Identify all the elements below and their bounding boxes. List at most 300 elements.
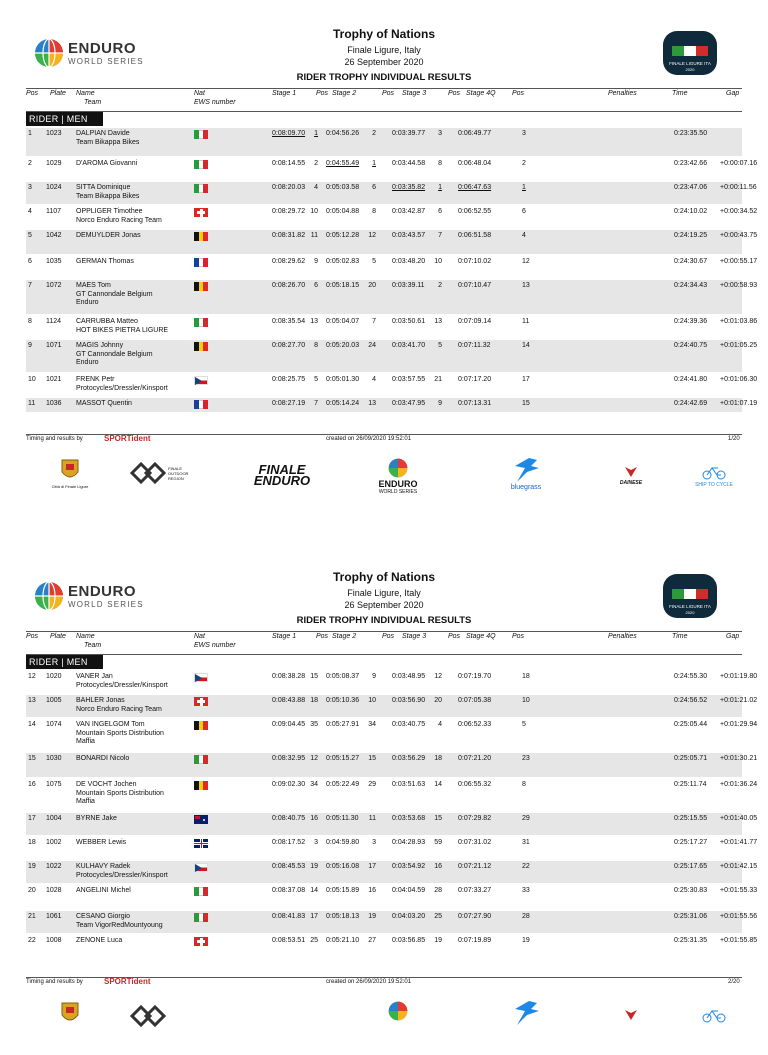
page-header xyxy=(0,0,768,90)
cell-stage4-pos: 10 xyxy=(522,697,530,704)
col-stage1: Stage 1 xyxy=(272,90,297,97)
col-stage2: Stage 2 xyxy=(332,633,357,640)
cell-stage1-pos: 1 xyxy=(314,130,318,137)
col-ews: EWS number xyxy=(194,99,236,106)
event-date: 26 September 2020 xyxy=(344,600,424,610)
cell-stage3-time: 0:03:40.75 xyxy=(392,721,426,728)
cell-stage3-time: 0:04:28.93 xyxy=(392,839,426,846)
cell-pos: 5 xyxy=(28,232,32,239)
logo-main-text: ENDURO xyxy=(68,40,137,57)
cell-stage4-time: 0:07:27.90 xyxy=(458,913,492,920)
col-stage4: Stage 4Q xyxy=(466,90,496,97)
cell-stage3-pos: 4 xyxy=(438,721,442,728)
cell-stage1-time: 0:08:20.03 xyxy=(272,184,306,191)
cell-stage3-time: 0:03:47.95 xyxy=(392,400,426,407)
cell-team: Enduro xyxy=(76,359,99,366)
col-nat: Nat xyxy=(194,633,205,640)
cell-total-time: 0:25:11.74 xyxy=(674,781,707,788)
cell-stage4-time: 0:07:21.20 xyxy=(458,755,492,762)
flag-cz-icon xyxy=(194,863,208,872)
outdoor-region-icon xyxy=(128,460,168,486)
cell-stage1-pos: 16 xyxy=(310,815,318,822)
cell-stage4-pos: 23 xyxy=(522,755,530,762)
cell-stage1-time: 0:08:29.72 xyxy=(272,208,306,215)
table-row xyxy=(26,861,758,883)
cell-stage3-time: 0:03:44.58 xyxy=(392,160,426,167)
cell-total-time: 0:24:10.02 xyxy=(674,208,708,215)
cell-stage3-time: 0:03:57.55 xyxy=(392,376,426,383)
cell-total-time: 0:24:41.80 xyxy=(674,376,708,383)
cell-rider-name: DEMUYLDER Jonas xyxy=(76,232,141,239)
ews-sponsor-logo xyxy=(368,1001,428,1023)
cell-plate: 1023 xyxy=(46,130,62,137)
sponsor-1-text: Città di Finale Ligure xyxy=(51,484,89,489)
cell-gap: +0:00:34.52 xyxy=(720,208,758,215)
cell-pos: 9 xyxy=(28,342,32,349)
flag-it-icon xyxy=(194,160,208,169)
cell-stage4-pos: 13 xyxy=(522,282,530,289)
cell-stage3-time: 0:03:48.95 xyxy=(392,673,426,680)
cell-stage3-time: 0:03:56.29 xyxy=(392,755,426,762)
cell-rider-name: CARRUBBA Matteo xyxy=(76,318,138,325)
cell-stage1-time: 0:08:45.53 xyxy=(272,863,306,870)
cell-stage4-pos: 15 xyxy=(522,400,530,407)
flag-be-icon xyxy=(194,282,208,291)
cell-stage4-pos: 14 xyxy=(522,342,530,349)
cell-total-time: 0:24:19.25 xyxy=(674,232,708,239)
cell-stage4-time: 0:07:13.31 xyxy=(458,400,492,407)
cell-gap: +0:01:40.05 xyxy=(720,815,758,822)
bicycle-icon xyxy=(702,1009,726,1023)
cell-stage4-time: 0:07:05.38 xyxy=(458,697,492,704)
cell-stage4-time: 0:07:09.14 xyxy=(458,318,492,325)
table-row xyxy=(26,885,758,909)
cell-stage1-pos: 13 xyxy=(310,318,318,325)
flag-be-icon xyxy=(194,721,208,730)
col-team: Team xyxy=(84,99,102,106)
cell-pos: 8 xyxy=(28,318,32,325)
cell-stage3-pos: 19 xyxy=(434,937,442,944)
col-pos: Pos xyxy=(26,633,39,640)
col-pos1: Pos xyxy=(316,90,329,97)
cell-stage4-pos: 11 xyxy=(522,318,530,325)
flag-be-icon xyxy=(194,342,208,351)
table-row xyxy=(26,779,758,811)
cell-pos: 1 xyxy=(28,130,32,137)
cell-stage2-time: 0:05:08.37 xyxy=(326,673,360,680)
cell-pos: 7 xyxy=(28,282,32,289)
flag-cz-icon xyxy=(194,376,208,385)
cell-stage2-time: 0:05:20.03 xyxy=(326,342,360,349)
cell-pos: 20 xyxy=(28,887,36,894)
cell-stage3-time: 0:03:43.57 xyxy=(392,232,426,239)
cell-rider-name: VANER Jan xyxy=(76,673,113,680)
cell-stage2-time: 0:05:22.49 xyxy=(326,781,360,788)
cell-total-time: 0:25:31.35 xyxy=(674,937,708,944)
cell-stage4-pos: 22 xyxy=(522,863,530,870)
cell-team: Team VigorRedMountyoung xyxy=(76,922,163,929)
dainese-logo xyxy=(606,1009,656,1023)
cell-stage4-time: 0:07:19.70 xyxy=(458,673,492,680)
cell-stage1-time: 0:08:38.28 xyxy=(272,673,306,680)
flag-ch-icon xyxy=(194,697,208,706)
cell-plate: 1028 xyxy=(46,887,62,894)
dainese-devil-icon xyxy=(624,1009,638,1021)
logo-main-text: ENDURO xyxy=(68,583,137,600)
sportident-logo: SPORTident xyxy=(104,977,151,986)
cell-rider-name: BONARDI Nicolo xyxy=(76,755,130,762)
col-pos1: Pos xyxy=(316,633,329,640)
cell-stage2-time: 0:05:16.08 xyxy=(326,863,360,870)
page-footer xyxy=(26,977,742,988)
cell-stage2-pos: 7 xyxy=(372,318,376,325)
cell-gap: +0:01:42.15 xyxy=(720,863,758,870)
col-name: Name xyxy=(76,90,95,97)
cell-stage2-time: 0:05:02.83 xyxy=(326,258,360,265)
col-ews: EWS number xyxy=(194,642,236,649)
cell-gap: +0:00:07.16 xyxy=(720,160,758,167)
sportident-logo: SPORTident xyxy=(104,434,151,443)
table-row xyxy=(26,256,758,278)
cell-plate: 1008 xyxy=(46,937,62,944)
cell-pos: 4 xyxy=(28,208,32,215)
cell-stage2-pos: 5 xyxy=(372,258,376,265)
sponsor-6-text: DAINESE xyxy=(619,480,643,486)
cell-stage1-time: 0:08:43.88 xyxy=(272,697,306,704)
cell-plate: 1022 xyxy=(46,863,62,870)
cell-stage2-time: 0:05:01.30 xyxy=(326,376,360,383)
cell-stage4-time: 0:07:11.32 xyxy=(458,342,491,349)
cell-stage3-time: 0:04:03.20 xyxy=(392,913,426,920)
table-row xyxy=(26,935,758,949)
col-pos3: Pos xyxy=(448,90,461,97)
cell-gap: +0:00:58.93 xyxy=(720,282,758,289)
cell-gap: +0:01:55.56 xyxy=(720,913,758,920)
cell-stage2-time: 0:05:18.13 xyxy=(326,913,360,920)
table-row xyxy=(26,128,742,156)
col-pos3: Pos xyxy=(448,633,461,640)
finale-outdoor-logo xyxy=(128,1003,168,1031)
table-row xyxy=(26,398,758,412)
cell-stage3-pos: 3 xyxy=(438,130,442,137)
finale-ligure-crest xyxy=(50,458,90,489)
event-title: Trophy of Nations xyxy=(333,570,435,584)
cell-stage4-pos: 28 xyxy=(522,913,530,920)
cell-rider-name: BAHLER Jonas xyxy=(76,697,125,704)
cell-team: HOT BIKES PIETRA LIGURE xyxy=(76,327,169,334)
cell-stage2-time: 0:04:56.26 xyxy=(326,130,360,137)
cell-stage1-pos: 5 xyxy=(314,376,318,383)
cell-stage1-pos: 15 xyxy=(310,673,318,680)
col-team: Team xyxy=(84,642,102,649)
cell-stage4-time: 0:07:29.82 xyxy=(458,815,492,822)
cell-stage2-time: 0:05:21.10 xyxy=(326,937,360,944)
cell-stage2-pos: 15 xyxy=(368,755,376,762)
cell-stage4-pos: 3 xyxy=(522,130,526,137)
col-plate: Plate xyxy=(50,633,66,640)
cell-pos: 3 xyxy=(28,184,32,191)
created-timestamp: created on 26/09/2020 19:52:01 xyxy=(326,979,412,985)
col-time: Time xyxy=(672,90,688,97)
cell-team: Maffia xyxy=(76,798,95,805)
finale-enduro-logo xyxy=(252,464,312,486)
dainese-devil-icon xyxy=(624,466,638,478)
cell-total-time: 0:23:47.06 xyxy=(674,184,708,191)
cell-stage4-time: 0:06:47.63 xyxy=(458,184,492,191)
cell-stage2-pos: 13 xyxy=(368,400,376,407)
bicycle-icon xyxy=(702,466,726,480)
badge-year: 2020 xyxy=(685,67,695,72)
cell-plate: 1024 xyxy=(46,184,62,191)
badge-year: 2020 xyxy=(685,610,695,615)
trophy-badge-logo xyxy=(662,573,718,619)
cell-stage3-pos: 18 xyxy=(434,755,442,762)
cell-stage4-time: 0:06:52.55 xyxy=(458,208,492,215)
cell-stage4-time: 0:07:21.12 xyxy=(458,863,492,870)
cell-stage2-pos: 9 xyxy=(372,673,376,680)
cell-stage3-time: 0:03:54.92 xyxy=(392,863,426,870)
cell-total-time: 0:24:30.67 xyxy=(674,258,708,265)
flag-it-icon xyxy=(194,130,208,139)
cell-plate: 1071 xyxy=(46,342,62,349)
cell-total-time: 0:24:40.75 xyxy=(674,342,708,349)
cell-gap: +0:01:03.86 xyxy=(720,318,758,325)
bluegrass-logo xyxy=(494,456,558,491)
cell-stage1-time: 0:08:35.54 xyxy=(272,318,306,325)
cell-stage4-time: 0:06:52.33 xyxy=(458,721,492,728)
page-footer xyxy=(26,434,742,445)
cell-total-time: 0:25:30.83 xyxy=(674,887,708,894)
table-row xyxy=(26,671,758,693)
cell-stage3-time: 0:03:51.63 xyxy=(392,781,426,788)
event-date: 26 September 2020 xyxy=(344,57,424,67)
cell-stage1-pos: 7 xyxy=(314,400,318,407)
cell-stage2-pos: 6 xyxy=(372,184,376,191)
cell-pos: 18 xyxy=(28,839,36,846)
cell-stage3-pos: 8 xyxy=(438,160,442,167)
cell-gap: +0:00:55.17 xyxy=(720,258,758,265)
cell-stage1-pos: 35 xyxy=(310,721,318,728)
bluegrass-eagle-icon xyxy=(511,456,541,484)
cell-stage4-pos: 31 xyxy=(522,839,530,846)
cell-stage4-pos: 5 xyxy=(522,721,526,728)
cell-plate: 1036 xyxy=(46,400,62,407)
cell-pos: 11 xyxy=(28,400,36,407)
timing-credit: Timing and results by xyxy=(26,979,83,985)
outdoor-region-icon xyxy=(128,1003,168,1029)
cell-stage4-pos: 33 xyxy=(522,887,530,894)
sponsor-bar-partial xyxy=(0,995,768,1055)
cell-stage2-pos: 4 xyxy=(372,376,376,383)
flag-be-icon xyxy=(194,781,208,790)
cell-stage4-time: 0:06:51.58 xyxy=(458,232,492,239)
table-row xyxy=(26,230,758,254)
col-stage1: Stage 1 xyxy=(272,633,297,640)
sponsor-3b-text: ENDURO xyxy=(253,473,311,488)
cell-total-time: 0:25:17.65 xyxy=(674,863,708,870)
cell-stage4-time: 0:07:31.02 xyxy=(458,839,492,846)
cell-pos: 2 xyxy=(28,160,32,167)
column-headers xyxy=(26,631,742,655)
cell-stage1-pos: 11 xyxy=(310,232,318,239)
cell-stage3-time: 0:03:39.77 xyxy=(392,130,426,137)
cell-gap: +0:01:55.85 xyxy=(720,937,758,944)
cell-stage3-time: 0:03:50.61 xyxy=(392,318,426,325)
logo-sub-text: WORLD SERIES xyxy=(68,57,144,66)
cell-stage1-pos: 8 xyxy=(314,342,318,349)
cell-stage2-pos: 16 xyxy=(368,887,376,894)
cell-stage4-time: 0:06:48.04 xyxy=(458,160,492,167)
cell-stage1-pos: 34 xyxy=(310,781,318,788)
cell-stage1-pos: 6 xyxy=(314,282,318,289)
cell-stage2-pos: 29 xyxy=(368,781,376,788)
cell-stage4-pos: 6 xyxy=(522,208,526,215)
cell-stage1-pos: 9 xyxy=(314,258,318,265)
cell-stage1-time: 0:08:25.75 xyxy=(272,376,306,383)
cell-stage2-time: 0:05:18.15 xyxy=(326,282,360,289)
cell-rider-name: GERMAN Thomas xyxy=(76,258,134,265)
cell-stage3-pos: 6 xyxy=(438,208,442,215)
table-row xyxy=(26,316,758,338)
cell-stage3-time: 0:03:42.87 xyxy=(392,208,426,215)
cell-stage4-time: 0:07:10.02 xyxy=(458,258,492,265)
dainese-logo xyxy=(606,466,656,486)
cell-stage2-time: 0:05:04.88 xyxy=(326,208,360,215)
cell-stage4-time: 0:06:55.32 xyxy=(458,781,492,788)
cell-gap: +0:01:07.19 xyxy=(720,400,758,407)
cell-team: Protocycles/Dressler/Kinsport xyxy=(76,385,168,392)
flag-gb-icon xyxy=(194,839,208,848)
finale-outdoor-logo xyxy=(128,460,208,486)
bluegrass-eagle-icon xyxy=(511,999,541,1027)
cell-stage2-time: 0:05:14.24 xyxy=(326,400,360,407)
cell-stage1-time: 0:08:31.82 xyxy=(272,232,306,239)
cell-team: Protocycles/Dressler/Kinsport xyxy=(76,682,168,689)
cell-rider-name: CESANO Giorgio xyxy=(76,913,131,920)
col-name: Name xyxy=(76,633,95,640)
cell-plate: 1061 xyxy=(46,913,62,920)
cell-stage3-pos: 28 xyxy=(434,887,442,894)
cell-pos: 21 xyxy=(28,913,36,920)
trophy-badge-logo xyxy=(662,30,718,76)
cell-stage4-pos: 17 xyxy=(522,376,530,383)
cell-rider-name: FRENK Petr xyxy=(76,376,115,383)
cell-stage3-pos: 5 xyxy=(438,342,442,349)
cell-stage4-pos: 12 xyxy=(522,258,530,265)
cell-gap: +0:01:29.94 xyxy=(720,721,758,728)
cell-stage4-time: 0:07:10.47 xyxy=(458,282,492,289)
crest-icon xyxy=(61,458,79,482)
cell-pos: 15 xyxy=(28,755,36,762)
cell-total-time: 0:24:34.43 xyxy=(674,282,708,289)
event-title: Trophy of Nations xyxy=(333,27,435,41)
cell-team: Mountain Sports Distribution xyxy=(76,730,164,737)
page-header xyxy=(0,543,768,633)
cell-stage3-pos: 16 xyxy=(434,863,442,870)
timing-credit: Timing and results by xyxy=(26,436,83,442)
cell-stage2-time: 0:04:59.80 xyxy=(326,839,360,846)
cell-plate: 1124 xyxy=(46,318,62,325)
col-stage3: Stage 3 xyxy=(402,633,427,640)
cell-rider-name: WEBBER Lewis xyxy=(76,839,127,846)
cell-stage2-time: 0:05:11.30 xyxy=(326,815,359,822)
cell-plate: 1072 xyxy=(46,282,62,289)
col-pos2: Pos xyxy=(382,633,395,640)
cell-stage3-time: 0:03:48.20 xyxy=(392,258,426,265)
cell-stage2-time: 0:05:15.27 xyxy=(326,755,360,762)
cell-rider-name: DE VOCHT Jochen xyxy=(76,781,137,788)
cell-stage2-pos: 8 xyxy=(372,208,376,215)
flag-it-icon xyxy=(194,887,208,896)
flag-fr-icon xyxy=(194,258,208,267)
cell-stage2-pos: 24 xyxy=(368,342,376,349)
col-pos: Pos xyxy=(26,90,39,97)
cell-rider-name: MASSOT Quentin xyxy=(76,400,132,407)
table-row xyxy=(26,837,758,859)
cell-stage3-pos: 13 xyxy=(434,318,442,325)
cell-stage2-pos: 10 xyxy=(368,697,376,704)
cell-stage1-pos: 25 xyxy=(310,937,318,944)
cell-gap: +0:01:30.21 xyxy=(720,755,758,762)
cell-stage3-pos: 12 xyxy=(434,673,442,680)
cell-total-time: 0:24:56.52 xyxy=(674,697,708,704)
cell-team: Team Bikappa Bikes xyxy=(76,193,140,200)
cell-plate: 1002 xyxy=(46,839,62,846)
col-penalties: Penalties xyxy=(608,633,637,640)
cell-gap: +0:00:11.56 xyxy=(720,184,757,191)
table-row xyxy=(26,280,758,314)
table-row xyxy=(26,206,758,228)
results-subtitle: RIDER TROPHY INDIVIDUAL RESULTS xyxy=(296,72,472,83)
cell-gap: +0:01:55.33 xyxy=(720,887,758,894)
ews-sponsor-logo xyxy=(368,458,428,495)
event-location: Finale Ligure, Italy xyxy=(347,45,421,55)
cell-stage3-pos: 20 xyxy=(434,697,442,704)
cell-plate: 1074 xyxy=(46,721,62,728)
cell-stage4-pos: 2 xyxy=(522,160,526,167)
cell-stage3-pos: 2 xyxy=(438,282,442,289)
cell-stage4-time: 0:07:33.27 xyxy=(458,887,492,894)
finale-ligure-crest xyxy=(50,1001,90,1027)
cell-stage2-pos: 20 xyxy=(368,282,376,289)
cell-plate: 1030 xyxy=(46,755,62,762)
ship-to-cycle-logo xyxy=(684,466,744,488)
results-page-1 xyxy=(0,0,768,512)
cell-total-time: 0:23:42.66 xyxy=(674,160,708,167)
sponsor-4a-text: ENDURO xyxy=(378,479,418,489)
col-time: Time xyxy=(672,633,688,640)
cell-stage3-time: 0:03:39.11 xyxy=(392,282,425,289)
cell-rider-name: ANGELINI Michel xyxy=(76,887,131,894)
cell-stage1-time: 0:09:04.45 xyxy=(272,721,306,728)
cell-total-time: 0:24:39.36 xyxy=(674,318,708,325)
cell-stage1-pos: 4 xyxy=(314,184,318,191)
cell-stage3-time: 0:03:41.70 xyxy=(392,342,426,349)
results-subtitle: RIDER TROPHY INDIVIDUAL RESULTS xyxy=(296,615,472,626)
cell-total-time: 0:25:05.44 xyxy=(674,721,708,728)
cell-total-time: 0:25:05.71 xyxy=(674,755,708,762)
cell-team: Mountain Sports Distribution xyxy=(76,790,164,797)
cell-pos: 14 xyxy=(28,721,36,728)
cell-stage2-time: 0:04:55.49 xyxy=(326,160,360,167)
globe-icon xyxy=(388,1001,408,1021)
sponsor-2-text: FINALE OUTDOOR REGION xyxy=(168,466,189,481)
cell-stage1-pos: 3 xyxy=(314,839,318,846)
cell-stage3-pos: 9 xyxy=(438,400,442,407)
cell-stage4-pos: 18 xyxy=(522,673,530,680)
cell-stage3-pos: 14 xyxy=(434,781,442,788)
table-row xyxy=(26,182,757,204)
